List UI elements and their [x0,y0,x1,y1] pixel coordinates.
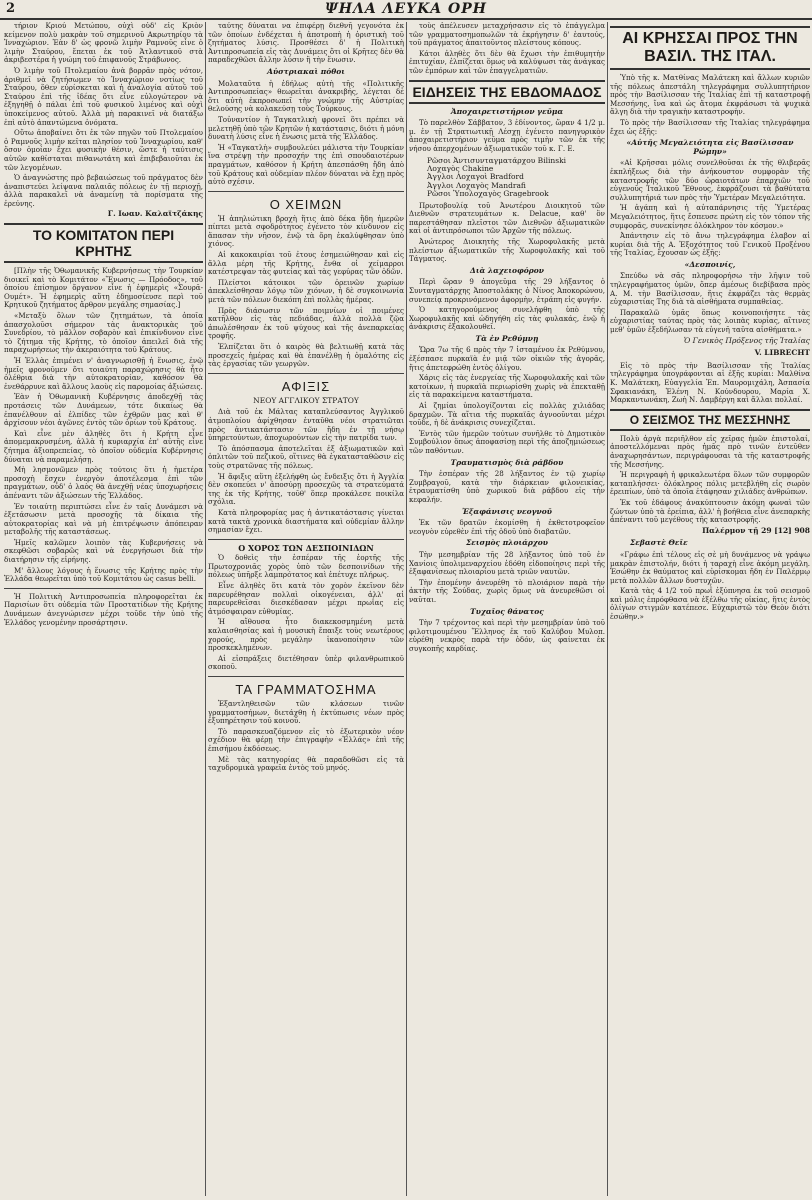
paragraph: Χάρις εἰς τὰς ἐνεργείας τῆς Χωροφυλακῆς καὶ τῶν κατοίκων, ἡ πυρκαϊὰ περιωρίσθη χωρὶς νὰ ἐπεκταθῇ εἰς τὰ παρακείμενα καταστήματα. [409,373,605,400]
paragraph: Ἐὰν ἡ Ὀθωμανικὴ Κυβέρνησις ἀποδεχθῇ τὰς προτάσεις τῶν Δυνάμεων, τότε δικαίως θὰ ἐπανέλθουν αἱ ἐλπίδες τῶν ἐχθρῶν μας καὶ θ' ἀρχίσουν νέοι ἀγῶνες ἐντὸς τῶν ὁρίων τοῦ Κράτους. [4,392,203,428]
headline-cretan-women: ΑΙ ΚΡΗΣΣΑΙ ΠΡΟΣ ΤΗΝ ΒΑΣΙΛ. ΤΗΣ ΙΤΑΛ. [610,26,810,70]
list-item: Ρῶσοι Ἀντισυνταγματάρχου Bilinski [427,155,567,165]
subheading-austrian: Αὐστριακαὶ πόθοι [267,66,345,76]
paragraph: Ἐξαντληθεισῶν τῶν κλάσεων τινῶν γραμματοσήμων, διετάχθη ἡ ἐκτύπωσις νέων πρὸς ἐξυπηρέτησιν τοῦ κοινοῦ. [208,699,404,726]
paragraph: Τοὐναντίον ἡ Ταγκατλικὴ φρονεῖ ὅτι πρέπει νὰ μελετηθῇ ὑπὸ τῶν Κρητῶν ἡ κατάστασις, διότι ἡ μόνη δυνατὴ λύσις εἶνε ἡ ἕνωσις μετὰ τῆς Ἑλλάδος. [208,114,404,142]
paragraph: Εἰς τὸ πρὸς τὴν Βασίλισσαν τῆς Ἰταλίας τηλεγράφημα ὑπογράφονται αἱ ἑξῆς κυρίαι: Μαλθίνα Κ. Μαλάτεκη, Εὐαγγελία Ἐπ. Μαυρομιχάλη, Ἀσπασία Σφακιανάκη, Ἑλένη Ν. Κούνδουρου, Μαρία Χ. Μαρκαντωνάκη, Ζωὴ Ν. Δαμβέργη καὶ ἄλλαι πολλαί. [610,360,810,405]
headline-komitaton: ΤΟ ΚΟΜΙΤΑΤΟΝ ΠΕΡΙ ΚΡΗΤΗΣ [4,223,203,263]
divider [208,191,404,192]
headline-winter: Ο ΧΕΙΜΩΝ [269,196,343,212]
article-komitaton [4,267,203,584]
signoff-name: V. LIBRECHT [754,348,810,358]
column-3 [409,22,605,1196]
paragraph: Τὴν ἐπομένην ἀνευρέθη τὸ πλοιάριον παρὰ τὴν ἀκτὴν τῆς Σούδας, χωρὶς ὅμως νὰ ἀνευρεθῶσι οἱ ναῦται. [409,577,605,604]
paragraph: «Γράφω ἐπὶ τέλους εἰς σὲ μὴ δυνάμενος νὰ γράψω μακρὰν ἐπιστολήν, διότι ἡ ταραχὴ εἶνε ἀκόμη μεγάλη. Ἐσώθην ἐκ θαύματος καὶ εὑρίσκομαι ἤδη ἐν Παλέρμῳ μετὰ πολλῶν ἄλλων δυστυχῶν. [610,549,810,585]
subheading-injury: Τραυματισμὸς διὰ ράβδου [450,457,564,467]
headline-stamps: ΤΑ ΓΡΑΜΜΑΤΟΣΗΜΑ [235,682,377,697]
paragraph: Ὑπὸ τῆς κ. Ματθίνας Μαλάτεκη καὶ ἄλλων κυριῶν τῆς πόλεως ἀπεστάλη τηλεγράφημα συλλυπητήριον πρὸς τὴν Βασίλισσαν τῆς Ἰταλίας ἐπὶ τῇ καταστροφῇ Μεσσήνης, ἵνα καὶ ὡς ἄτομα ἐκφράσωσι τὰ ψυχικὰ ἄλγη διὰ τὴν τραγικὴν καταστροφὴν. [610,73,810,117]
paragraph: Ὁ δοθεὶς τὴν ἑσπέραν τῆς ἑορτῆς τῆς Πρωτοχρονιᾶς χορὸς ὑπὸ τῶν δεσποινίδων τῆς πόλεως ὑπῆρξε λαμπρότατος καὶ ἐπέτυχε πλήρως. [208,553,404,580]
paragraph: Ἡ αἴθουσα ἦτο διακεκοσμημένη μετὰ καλαισθησίας καὶ ἡ μουσικὴ ἔπαιξε τοὺς νεωτέρους χορούς, πρὸς μεγάλην ἱκανοποίησιν τῶν προσκεκλημένων. [208,617,404,653]
paragraph: Μολαταῦτα ἡ ἐδήλως αὐτὴ τῆς «Πολιτικῆς Ἀντιπροσωπείας» θεωρεῖται ἀνακριβής, λέγεται δὲ ὅτι αὐτὴ ἐκπροσωπεῖ τὴν γνώμην τῆς Αὐστρίας θελούσης νὰ κολακεύσῃ τοὺς Τούρκους. [208,78,404,114]
paragraph: Μὲ τὰς κατηγορίας θὰ παραδοθῶσι εἰς τὰ ταχυδρομικὰ γραφεῖα ἐντὸς τοῦ μηνός. [208,754,404,773]
paragraph: Σπεύδω νὰ σᾶς πληροφορήσω τὴν λῆψιν τοῦ τηλεγραφήματος ὑμῶν, ὅπερ ἀμέσως διεβίβασα πρὸς Α. Μ. τὴν Βασίλισσαν, ἥτις ἐκφράζει τὰς θερμὰς εὐχαριστίας Της διὰ τὰ αἰσθήματα συμπαθείας. [610,271,810,307]
column-1 [4,22,203,1196]
paragraph: Ἡ «Ταγκατλὴ» συμβουλεύει μάλιστα τὴν Τουρκίαν ἵνα στρέψῃ τὴν προσοχήν της ἐπὶ σπουδαιοτέρων πραγμάτων, καθόσον ἡ Κρήτη ἀπεσπάσθη ἤδη ἀπὸ τοῦ Κράτους καὶ οὐδεμίαν πλέον δύναται νὰ ἔχῃ πρὸς αὐτὸ σχέσιν. [208,142,404,187]
headline-arrival: ΑΦΙΞΙΣ [281,378,331,394]
subheading-newborn: Ἐξαφάνισις νεογνοῦ [462,506,552,516]
paragraph: Μὴ λησμονῶμεν πρὸς τούτοις ὅτι ἡ ἡμετέρα προσοχὴ ἔσχεν ἐνεργὸν ἀποτέλεσμα ἐπὶ τῶν πραγμάτων, οὐδ' ὁ λαὸς θὰ ἀνεχθῇ νέας ὑποχωρήσεις ἀπέναντι τῶν ἀξιώσεων τῆς Ἑλλάδος. [4,465,203,500]
paragraph: Ὥρα 7ω τῆς 6 πρὸς τὴν 7 ἰσταμένου ἐκ Ρεθύμνου, ἐξέσπασε πυρκαϊὰ ἐν μιᾷ τῶν οἰκιῶν τῆς ἀγορᾶς, ἥτις ἀπετεφρώθη ἐντὸς ὀλίγου. [409,345,605,372]
subheading-lottery: Διὰ λαχειοφόρον [470,265,544,275]
page-number: 2 [6,1,16,16]
signoff-title: Ὁ Γενικὸς Πρόξενος τῆς Ἰταλίας [683,335,810,345]
list-item: Λοχαγὸς Chakine [427,163,494,173]
divider [208,539,404,540]
paragraph: Ἐκ τοῦ ἐδάφους ἀνακύπτουσιν ἀκόμη φωναὶ τῶν ζώντων ὑπὸ τὰ ἐρείπια, ἀλλ' ἡ βοήθεια εἶνε ἀνεπαρκὴς ἀπέναντι τοῦ μεγέθους τῆς καταστροφῆς. [610,497,810,525]
headline-arrival-sub: ΝΕΟΥ ΑΓΓΛΙΚΟΥ ΣΤΡΑΤΟΥ [253,395,359,405]
paragraph: Κατὰ πληροφορίας μας ἡ ἀντικατάστασις γίνεται κατὰ τακτὰ χρονικὰ διαστήματα καὶ οὐδεμίαν ἄλλην σημασίαν ἔχει. [208,507,404,535]
paragraph: Τὴν μεσημβρίαν τῆς 28 λήξαντος ὑπὸ τοῦ ἐν Χανίοις ὑπολιμεναρχείου ἐδόθη εἰδοποίησις περὶ τῆς ἐξαφανίσεως πλοιαρίου μετὰ τριῶν ναυτῶν. [409,549,605,577]
column-rule [607,22,608,1196]
list-item: Ρῶσοι Ὑπολοχαγὸς Gragebrook [427,189,549,199]
paragraph: Μ' ἄλλους λόγους ἡ ἕνωσις τῆς Κρήτης πρὸς τὴν Ἑλλάδα θεωρεῖται ὑπὸ τοῦ Κομιτάτου ὡς casus belli. [4,565,203,584]
paragraph: Κάτοι ἀληθὲς ὅτι δὲν θὰ ἔχωσι τὴν ἐπιθυμητὴν ἐπιτυχίαν, ἐλπίζεται ὅμως νὰ καλύψωσι τὰς ἀνάγκας τῶν ἐμπόρων καὶ τῶν ἐπαγγελματιῶν. [409,48,605,75]
paragraph: Ἡ Πολιτικὴ Ἀντιπροσωπεία πληροφορεῖται ἐκ Παρισίων ὅτι οὐδεμία τῶν Προστατίδων τῆς Κρήτης Δυνάμεων ἀνεγνώρισεν μέχρι τοῦδε τὴν ὑπὸ τῆς Ἑλλάδος γενομένην προσάρτησιν. [4,591,203,627]
paragraph: Οὕτω ἀποβαίνει ὅτι ἐκ τῶν πηγῶν τοῦ Πτολεμαίου ὁ Ραμνοῦς λιμὴν κεῖται πλησίον τοῦ Ἰνναχωρίου, καθ' ὅσον ὁμοίαν ἔχει φυσικὴν θέσιν, ὥστε ἡ ταύτισις αὐτῶν καθίσταται πιθανωτάτη καὶ ἐπιβεβαιοῦται ἐκ τῶν λεγομένων. [4,128,203,172]
paragraph: Ὁ ἀναγνώστης πρὸ βεβαιώσεως τοῦ πράγματος δὲν ἀναπιστεύει λείψανα παλαιᾶς πόλεως ἐν τῇ περιοχῇ, ἀλλὰ παρακαλεῖ νὰ ἀναμείνῃ τὰ πορίσματα τῆς ἐρεύνης. [4,173,203,208]
paragraph: Πρὸς διάσωσιν τῶν ποιμνίων οἱ ποιμένες κατῆλθον εἰς τὰς πεδιάδας, ἀλλὰ πολλὰ ζῷα ἀπωλέσθησαν ἐκ τοῦ ψύχους καὶ τῆς ἀνεπαρκείας τροφῆς. [208,305,404,341]
paragraph: Ὁ κατηγορούμενος συνελήφθη ὑπὸ τῆς Χωροφυλακῆς καὶ ὡδηγήθη εἰς τὰς φυλακάς, ἐνῷ ἡ ἀνάκρισις ἐξακολουθεῖ. [409,305,605,332]
paragraph: Τὸ πρὸς τὴν Βασίλισσαν τῆς Ἰταλίας τηλεγράφημα ἔχει ὡς ἑξῆς: [610,117,810,136]
column-rule [406,22,407,1196]
headline-messina-quake: Ο ΣΕΙΣΜΟΣ ΤΗΣ ΜΕΣΣΗΝΗΣ [610,409,810,431]
quote-heading: «Αὐτῆς Μεγαλειότητα εἰς Βασίλισσαν Ρώμην» [626,138,794,156]
list-item: Ἀγγλοι Λοχαγὸς Mandrafi [427,180,526,190]
paragraph: τήριον Κριού Μετώπου, οὐχὶ οὐδ' εἰς Κριὸν κείμενον πολὺ μακρὰν τοῦ σημερινοῦ Ακρωτηρίου τὰ Ἰνναχώριον. Ἐὰν δ' ὡς φρονῶ λιμὴν Ραμνοῦς εἶνε ὁ λιμὴν Σταύρου, ἔπεται ἐκ τοῦ Ἀτλαντικοῦ στὰ ἀκριβεστέρα ἡ γνώμη τοῦ ἐπιφανοῦς Στράβωνος. [4,22,203,65]
paragraph: Ὁ λιμὴν τοῦ Πτολεμαίου ἀνὰ βορρᾶν πρὸς νότον, ἀριθμεῖ νὰ ζητήσωμεν τὸ Ἰνναχώριον νοτίως τοῦ Σταύρου, ὅθεν εὑρίσκεται καὶ ἡ ἀναλογία αὐτοῦ τοῦ Σταύρου ἐπὶ τῆς ἰδέας ὅτι εἶνε εὐλογώτερον νὰ ἐξηγηθῇ ὁ πάλαι ἐπὶ τοῦ φυσικοῦ λιμένος καὶ οὐχὶ ὑποκείμενος αὐτοῦ. Ἀλλὰ μὴ παρακινεῖ νὰ διατάξω ἐπὶ αὐτὸ ἀπαντώμενα ὀνόματα. [4,65,203,127]
paragraph: ταύτης δύναται να ἐπιφέρῃ διεθνῆ γεγονότα ἐκ τῶν ὁποίων ἐνδέχεται ἡ ἀποτροπὴ ἡ ὁριστικὴ τοῦ ζητήματος λύσις. Προσθέσει δ' ἡ Πολιτικὴ Ἀντιπροσωπεία εἰς τὰς Δυνάμεις ὅτι οἱ Κρῆτες δὲν θὰ παραδεχθῶσι ἄλλην λύσιν ἢ τὴν ἕνωσιν. [208,22,404,65]
divider [208,373,404,374]
paragraph: Τὸ ἀπόσπασμα ἀποτελεῖται ἐξ ἀξιωματικῶν καὶ ὁπλιτῶν τοῦ πεζικοῦ, οἵτινες θὰ ἐγκατασταθῶσιν εἰς τοὺς στρατῶνας τῆς πόλεως. [208,443,404,470]
paragraph: [Πλὴν τῆς Ὀθωμανικῆς Κυβερνήσεως τὴν Τουρκίαν διοικεῖ καὶ τὸ Κομιτάτον «Ἕνωσις — Πρόοδος», τοῦ ὁποίου ἐπίσημον ὄργανον εἶνε ἡ ἐφημερὶς «Σουρᾶ-Ουμέτ». Ἡ ἐφημερὶς αὕτη ἐδημοσίευσε περὶ τοῦ Κρητικοῦ ζητήματος ἄρθρον μεγάλης σημασίας.] [4,266,203,310]
paragraph: Τὸ παρελθὸν Σάββατον, 3 ἐδίνοντος, ὥραν 4 1/2 μ. μ. ἐν τῇ Στρατιωτικῇ Λέσχῃ ἐγένετο πανηγυρικὸν ἀποχαιρετιστήριον γεῦμα πρὸς τιμὴν τῶν ἐκ τῆς νήσου ἀπερχομένων ἀξιωματικῶν τοῦ κ. Γ. Ε. [409,118,605,153]
paragraph: Πολὺ ἀργὰ περιῆλθον εἰς χεῖρας ἡμῶν ἐπιστολαί, ἀποστελλόμεναι πρὸς ἡμᾶς πρὸ τινῶν ἐντεῦθεν ἀναχωρησάντων, περιγράφουσαι τὰ τῆς καταστροφῆς τῆς Μεσσήνης. [610,433,810,469]
paragraph: Πρωτοβουλίᾳ τοῦ Ἀνωτέρου Διοικητοῦ τῶν Διεθνῶν στρατευμάτων κ. Delacue, καθ' ὃν παρεστάθησαν πλεῖστοι τῶν Διεθνῶν ἀξιωματικῶν καὶ οἱ ἀντιπρόσωποι τῶν Ἀρχῶν τῆς πόλεως. [409,200,605,236]
column-4 [610,22,810,1196]
paragraph: «Αἱ Κρῆσσαι μόλις συνελθοῦσαι ἐκ τῆς θλιβερᾶς ἐκπλήξεως διὰ τὴν ἀνήκουστον συμφορὰν τῆς καταστροφῆς τῶν δύο ὡραιοτάτων ἐπαρχιῶν τοῦ εὐγενοῦς Ἰταλικοῦ Ἔθνους, ἐκφράζουσι τὰ βαθύτατα συλλυπητήριά των πρὸς τὴν Ὑμετέραν Μεγαλειότητα. [610,158,810,202]
paragraph: Κατὰ τὰς 4 1/2 τοῦ πρωῒ ἐξύπνησα ἐκ τοῦ σεισμοῦ καὶ μόλις ἐπρόφθασα νὰ ἐξέλθω τῆς οἰκίας, ἥτις ἐντὸς ὀλίγων στιγμῶν κατέπεσε. Εὐχαριστῶ τὸν Θεὸν διότι ἐσώθην.» [610,586,810,622]
paragraph: Ἐλπίζεται ὅτι ὁ καιρὸς θὰ βελτιωθῇ κατὰ τὰς προσεχεῖς ἡμέρας καὶ θὰ ἐπανέλθῃ ἡ ὁμαλότης εἰς τὰς ἐργασίας τῶν γεωργῶν. [208,342,404,369]
paragraph: Αἱ κακοκαιρίαι τοῦ ἐτους ἐσημειώθησαν καὶ εἰς ἄλλα μέρη τῆς Κρήτης, ἔνθα οἱ χείμαρροι κατέστρεψαν τὰς φυτείας καὶ τὰς γεφύρας τῶν ὁδῶν. [208,250,404,277]
subheading-death: Τυχαῖος θάνατος [470,606,544,616]
paragraph: Ἡ περιγραφὴ ἡ φρικαλεωτέρα ὅλων τῶν συμφορῶν καταπλήσσει· ὁλόκληρος πόλις μετεβλήθη εἰς σωρὸν ἐρειπίων, ὑπὸ τὰ ὁποῖα ἐτάφησαν χιλιάδες ἀνθρώπων. [610,470,810,497]
paragraph: Εἶνε ἀληθὲς ὅτι κατὰ τὸν χορὸν ἐκεῖνον δὲν παρευρέθησαν πολλαὶ οἰκογένειαι, ἀλλ' αἱ παρευρεθεῖσαι διεσκέδασαν μέχρι πρωΐας εἰς ἀτμόσφαιραν εὐθυμίας. [208,581,404,616]
paragraph: Τὴν 7 τρέχοντος καὶ περὶ τὴν μεσημβρίαν ὑπὸ τοῦ φιλοτιμουμένου Ἕλληνος ἐκ τοῦ Καλύβου Μυλοπ. εὑρέθη νεκρὸς παρὰ τὴν ὁδόν, ὡς φαίνεται ἐκ συγκοπῆς καρδίας. [409,618,605,653]
divider [4,588,203,589]
paragraph: Παρακαλῶ ὑμᾶς ὅπως κοινοποιήσητε τὰς εὐχαριστίας ταύτας πρὸς τὰς λοιπὰς κυρίας, αἵτινες μεθ' ὑμῶν ἐξεδήλωσαν τὰ εὐγενῆ ταῦτα αἰσθήματα.» [610,307,810,335]
column-rule [205,22,206,1196]
headline-weekly-news: ΕΙΔΗΣΕΙΣ ΤΗΣ ΕΒΔΟΜΑΔΟΣ [409,80,605,104]
reply-heading: «Δεσποινίς, [684,259,736,269]
paragraph: Καὶ εἶνε μὲν ἀληθὲς ὅτι ἡ Κρήτη εἶνε ἀπομεμακρυσμένη, ἀλλὰ ἡ κυριαρχία ἐπ' αὐτῆς εἶνε ζήτημα ἀξιοπρεπείας, τὸ ὁποῖον οὐδεμία Κυβέρνησις δύναται νὰ παραμελήσῃ. [4,428,203,464]
paragraph: Ἀπάντησιν εἰς τὸ ἄνω τηλεγράφημα ἐλαβον αἱ κυρίαι διὰ τῆς Α. Ἐξοχότητος τοῦ Γενικοῦ Προξένου τῆς Ἰταλίας, ἔχουσαν ὡς ἑξῆς: [610,231,810,258]
paragraph: Διὰ τοῦ ἐκ Μάλτας καταπλεύσαντος Ἀγγλικοῦ ἀτμοπλοίου ἀφίχθησαν ἐνταῦθα νέοι στρατιῶται πρὸς ἀντικατάστασιν τῶν ἤδη ἐν τῇ νήσῳ ὑπηρετούντων, ἀποχωρούντων εἰς τὴν πατρίδα των. [208,407,404,443]
headline-dance: Ο ΧΟΡΟΣ ΤΩΝ ΔΕΣΠΟΙΝΙΔΩΝ [238,542,374,553]
paragraph: Ἡ ἀπηλιώτικη βροχὴ ἥτις ἀπὸ δέκα ἤδη ἡμερῶν πίπτει μετὰ σφοδρότητος ἐγένετο τὸν κίνδυνον εἰς ἅπασαν τὴν νῆσον, ἐνῷ τὰ ὄρη ἐκαλύφθησαν ὑπὸ χιόνος. [208,213,404,249]
paragraph: Αἱ ζημίαι ὑπολογίζονται εἰς πολλὰς χιλιάδας δραχμῶν. Τὰ αἴτια τῆς πυρκαϊᾶς ἀγνοοῦνται μέχρι τοῦδε, ἡ δὲ ἀνάκρισις συνεχίζεται. [409,401,605,428]
paragraph: Τὴν ἑσπέραν τῆς 28 λήξαντος ἐν τῷ χωρίῳ Ζυμβραγοῦ, κατὰ τὴν διάρκειαν φιλονεικίας, ἐτραυματίσθη ὑπὸ χωρικοῦ διὰ ράβδου εἰς τὴν κεφαλήν. [409,469,605,504]
subheading-rethymno: Τὰ ἐν Ρεθύμνῃ [475,333,539,343]
newspaper-title: ΨΗΛΑ ΛΕΥΚΑ ΟΡΗ [325,1,487,17]
paragraph: «Μεταξὺ ὅλων τῶν ζητημάτων, τὰ ὁποῖα ἀπασχολοῦσι σήμερον τὰς ἀνακτορικὰς τοῦ Συνεδρίου, τὸ μᾶλλον σοβαρὸν καὶ ἐπικίνδυνον εἶνε τὸ ζήτημα τῆς Κρήτης, τὸ ὁποῖον ἀπειλεῖ διὰ τῆς παραχωρήσεως τὴν ἀκεραιότητα τοῦ Κράτους. [4,311,203,355]
paragraph: Ἡμεῖς καλῶμεν λοιπὸν τὰς Κυβερνήσεις νὰ σκεφθῶσι σοβαρῶς καὶ νὰ ἐνεργήσωσι διὰ τὴν διατήρησιν τῆς εἰρήνης. [4,537,203,565]
divider [208,676,404,677]
officer-list [427,157,605,199]
paragraph: τοὺς ἀπέλευσεν μεταχρήσασιν εἰς τὸ ἐπάγγελμα τῶν γραμματοσημοπωλῶν τὰ ἐκρήγησιν δ' ἑαυτούς, τοῦ πράγματος ἀπαιτοῦντος πλείστους κόπους. [409,22,605,48]
paragraph: Ἡ ἄφιξις αὕτη ἐξελήφθη ὡς ἔνδειξις ὅτι ἡ Ἀγγλία δὲν σκοπεύει ν' ἀποσύρῃ προσεχῶς τὰ στρατεύματά της ἐκ τῆς Κρήτης, τοῦθ' ὅπερ προκάλεσε ποικίλα σχόλια. [208,471,404,507]
article-intro [4,22,203,208]
paragraph: Ἐντὸς τῶν ἡμερῶν τούτων συνῆλθε τὸ Δημοτικὸν Συμβούλιον ὅπως ἀποφασίσῃ περὶ τῆς ἀποζημιώσεως τῶν παθόντων. [409,428,605,455]
subheading-boat: Σεισμὸς πλοιάρχου [466,538,548,548]
paragraph: Τὸ παρασκευαζόμενον εἰς τὸ ἐξωτερικὸν νέον σχέδιον θὰ φέρῃ τὴν ἐπιγραφὴν «Ἑλλάς» ἐπὶ τῆς ἐπισήμου ἐκδόσεως. [208,726,404,753]
list-item: Ἀγγλοι Λοχαγοὶ Bradford [427,172,524,182]
paragraph: Ἐκ τῶν δρατῶν ἐκομίσθη ἡ ἐκθετοτροφεῖον νεογνὸν εὑρεθὲν ἐπὶ τῆς ὁδοῦ ὑπὸ διαβατῶν. [409,518,605,536]
author-signature: Γ. Ιωαν. Καλαϊτζάκης [107,209,203,219]
dateline: Παλέρμον τῇ 29 [12] 908 [702,525,810,535]
paragraph: Ἡ ἀγάπη καὶ ἡ αὐταπάρνησις τῆς Ὑμετέρας Μεγαλειότητος, ἥτις ἔσπευσε πρώτη εἰς τὸν τόπον τῆς συμφορᾶς, συνεκίνησε ὁλόκληρον τὸν κόσμον.» [610,203,810,230]
paragraph: Πλείστοι κάτοικοι τῶν ὀρεινῶν χωρίων ἀπεκλείσθησαν λόγῳ τῶν χιόνων, ἡ δὲ συγκοινωνία μετὰ τῶν πόλεων διεκόπη ἐπὶ πολλὰς ἡμέρας. [208,277,404,305]
paragraph: Ἐν τοιαύτῃ περιπτώσει εἶνε ἐν ταῖς Δυνάμεσι νὰ ἐξετάσωσιν μετὰ προσοχῆς τὰ δίκαια τῆς αὐτοκρατορίας καὶ νὰ μὴ ἐπιτρέψωσιν ἀπόπειραν μεταβολῆς τῆς καταστάσεως. [4,501,203,537]
salutation: Σεβαστὲ Θεῖε [630,538,688,548]
paragraph: Περὶ ὥραν 9 ἀπογεῦμα τῆς 29 λήξαντος ὁ Συνταγματάρχης Ἀποστολάκης ὁ Νίνος Ἀποκορώνου, συνεπείᾳ προκρινόμενον ἀφορμὴν, ἐτράπη εἰς φυγήν. [409,277,605,304]
paragraph: Αἱ εἰσπράξεις διετέθησαν ὑπὲρ φιλανθρωπικοῦ σκοποῦ. [208,653,404,672]
paragraph: Ἡ Ἑλλὰς ἐπιμένει ν' ἀναγνωρισθῇ ἡ ἕνωσις, ἐνῷ ἡμεῖς φρονοῦμεν ὅτι τοιαύτη παραχώρησις θὰ ἦτο ὀλέθρια διὰ τὴν αὐτοκρατορίαν, καθόσον θὰ ἐνεθάρρυνε καὶ ἄλλους λαοὺς εἰς παρομοίας ἀξιώσεις. [4,356,203,391]
column-2 [208,22,404,1196]
subheading-farewell: Ἀποχαιρετιστήριον γεῦμα [450,106,564,116]
paragraph: Ἀνώτερος Διοικητὴς τῆς Χωροφυλακῆς μετὰ πλείστων ἀξιωματικῶν τῆς Χωροφυλακῆς καὶ τοῦ Τάγματος. [409,236,605,264]
masthead [0,0,812,20]
